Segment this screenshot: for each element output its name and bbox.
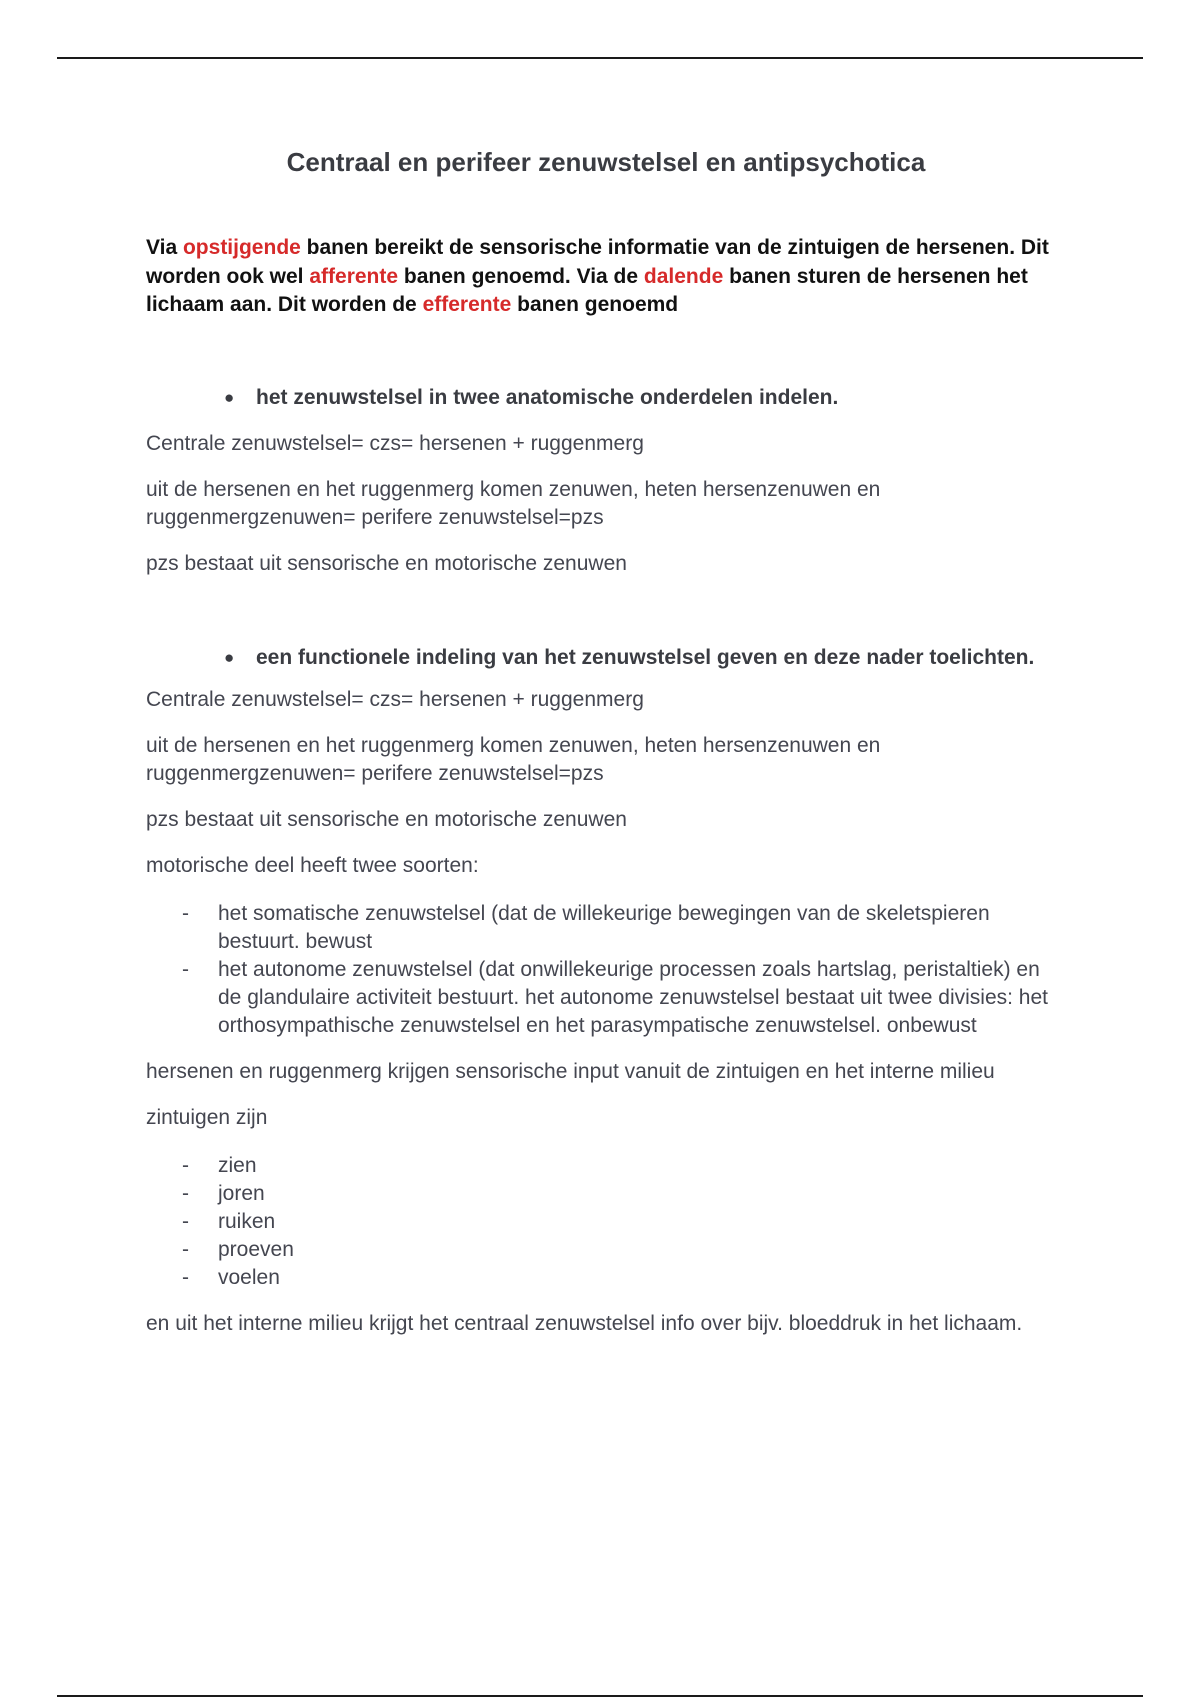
highlight-opstijgende: opstijgende (182, 236, 301, 259)
list-item (146, 1180, 1066, 1208)
intro-text-1: Via (146, 236, 183, 259)
section1-paragraph-1: Centrale zenuwstelsel= czs= hersenen + ruggenmerg (146, 431, 644, 455)
senses-list (146, 1152, 1066, 1292)
section2-paragraph-3: pzs bestaat uit sensorische en motorische zenuwen (146, 807, 627, 831)
section1-heading-text: het zenuwstelsel in twee anatomische onderdelen indelen. (256, 385, 839, 409)
intro-text-3: banen genoemd. Via de (398, 264, 644, 288)
motor-list (146, 900, 1066, 1040)
section2-paragraph-4: motorische deel heeft twee soorten: (146, 853, 479, 877)
section2-paragraph-5: hersenen en ruggenmerg krijgen sensorische input vanuit de zintuigen en het interne milieu (146, 1059, 995, 1083)
section2-heading (224, 644, 1066, 672)
list-item (146, 1152, 1066, 1180)
dash-icon: - (182, 957, 189, 981)
bullet-icon: ● (224, 647, 235, 667)
intro-paragraph (146, 234, 1066, 320)
list-item (146, 1208, 1066, 1236)
list-item-text: voelen (218, 1265, 280, 1289)
highlight-dalende: dalende (643, 264, 724, 288)
list-item-text: zien (218, 1153, 257, 1177)
dash-icon: - (182, 1265, 189, 1289)
intro-text-4: banen sturen de hersenen het lichaam aan. Dit worden de (146, 264, 1028, 316)
list-item-text: ruiken (218, 1209, 276, 1233)
list-item-text: het somatische zenuwstelsel (dat de willekeurige bewegingen van de skeletspieren bestuurt. bewust (218, 901, 990, 953)
section2-paragraph-6: zintuigen zijn (146, 1105, 268, 1129)
section2-paragraph-2: uit de hersenen en het ruggenmerg komen zenuwen, heten hersenzenuwen en ruggenmergzenuwen= perifere zenuwstelsel=pzs (146, 733, 881, 785)
list-item-text: proeven (218, 1237, 294, 1261)
list-item-text: het autonome zenuwstelsel (dat onwillekeurige processen zoals hartslag, peristaltiek) en de glandulaire activiteit bestuurt. het autonome zenuwstelsel bestaat uit twee divisies: het orthosympathische zenuwstelsel en het parasympatische zenuwstelsel. onbewust (218, 957, 1048, 1037)
dash-icon: - (182, 901, 189, 925)
dash-icon: - (182, 1209, 189, 1233)
list-item (146, 956, 1066, 1040)
bottom-rule (57, 1695, 1143, 1697)
section1-paragraph-3: pzs bestaat uit sensorische en motorische zenuwen (146, 551, 627, 575)
list-item (146, 1264, 1066, 1292)
dash-icon: - (182, 1153, 189, 1177)
section1-heading (224, 384, 1066, 412)
highlight-efferente: efferente (422, 293, 512, 316)
list-item (146, 1236, 1066, 1264)
dash-icon: - (182, 1237, 189, 1261)
intro-text-2: banen bereikt de sensorische informatie van de zintuigen de hersenen. Dit worden ook wel (146, 236, 1049, 288)
document-page (146, 140, 1066, 1338)
document-title: Centraal en perifeer zenuwstelsel en antipsychotica (286, 147, 926, 177)
bullet-icon: ● (224, 387, 235, 407)
section2-paragraph-7: en uit het interne milieu krijgt het centraal zenuwstelsel info over bijv. bloeddruk in het lichaam. (146, 1311, 1023, 1335)
highlight-afferente: afferente (309, 264, 399, 288)
intro-text-5: banen genoemd (511, 293, 679, 316)
section1-paragraph-2: uit de hersenen en het ruggenmerg komen zenuwen, heten hersenzenuwen en ruggenmergzenuwen= perifere zenuwstelsel=pzs (146, 477, 881, 529)
dash-icon: - (182, 1181, 189, 1205)
top-rule (57, 57, 1143, 59)
section2-paragraph-1: Centrale zenuwstelsel= czs= hersenen + ruggenmerg (146, 687, 644, 711)
list-item (146, 900, 1066, 956)
list-item-text: joren (218, 1181, 265, 1205)
section2-heading-text: een functionele indeling van het zenuwstelsel geven en deze nader toelichten. (256, 645, 1035, 669)
